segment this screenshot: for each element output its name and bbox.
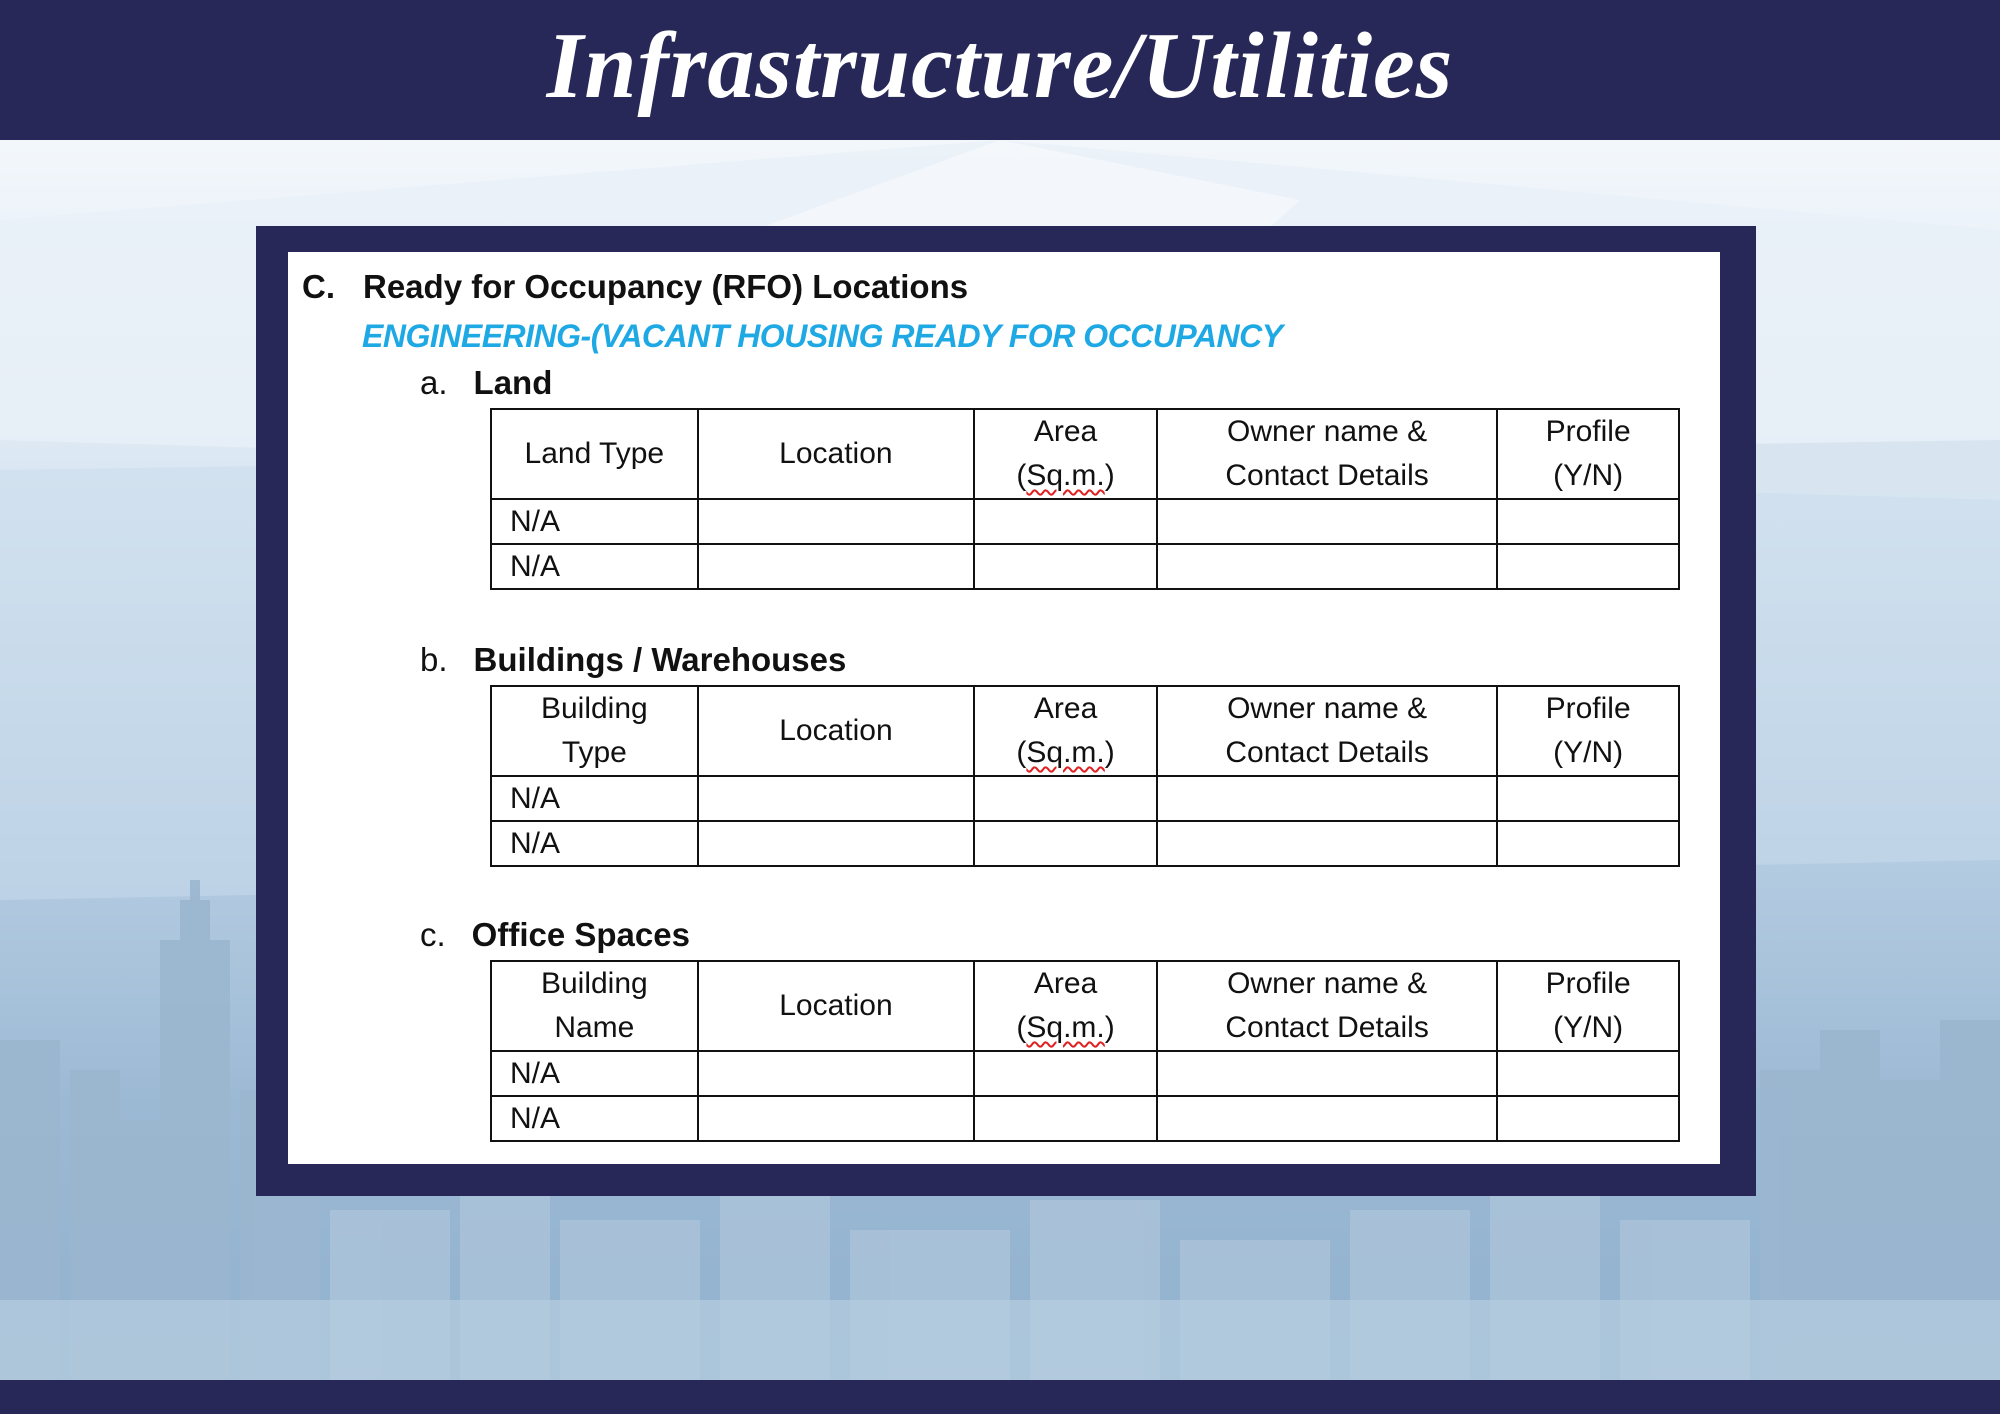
document-page [288, 252, 1720, 1164]
table-header-row [491, 961, 1679, 1051]
table-row [491, 821, 1679, 866]
table-cell [974, 1096, 1157, 1141]
table-cell [1157, 499, 1497, 544]
section-heading [302, 268, 968, 306]
table-cell [1497, 821, 1679, 866]
table-cell [1497, 1096, 1679, 1141]
header-area: Area (Sq.m.) [974, 686, 1157, 776]
header-profile: Profile (Y/N) [1497, 961, 1679, 1051]
table-cell [698, 499, 975, 544]
table-cell [698, 821, 975, 866]
subheading: ENGINEERING-(VACANT HOUSING READY FOR OCCUPANCY [362, 318, 1283, 354]
table-row [491, 776, 1679, 821]
land-table [490, 408, 1680, 590]
table-cell [1157, 776, 1497, 821]
section-title: Ready for Occupancy (RFO) Locations [363, 268, 969, 305]
sub-title: Land [473, 364, 553, 401]
table-cell [1497, 1051, 1679, 1096]
table-cell [974, 776, 1157, 821]
table-header-row [491, 409, 1679, 499]
sub-letter: b. [420, 641, 448, 678]
sub-title: Office Spaces [471, 916, 690, 953]
header-profile: Profile (Y/N) [1497, 409, 1679, 499]
table-cell: N/A [491, 776, 698, 821]
table-cell: N/A [491, 1096, 698, 1141]
table-cell [974, 821, 1157, 866]
table-cell: N/A [491, 499, 698, 544]
table-cell [1497, 544, 1679, 589]
header-area: Area (Sq.m.) [974, 409, 1157, 499]
table-cell [974, 499, 1157, 544]
table-row [491, 499, 1679, 544]
table-cell [698, 1051, 975, 1096]
table-cell [698, 544, 975, 589]
office-heading [420, 916, 690, 954]
table-cell [698, 776, 975, 821]
title-bar [0, 0, 2000, 140]
header-building-name: Building Name [491, 961, 698, 1051]
table-cell: N/A [491, 821, 698, 866]
office-table [490, 960, 1680, 1142]
table-header-row [491, 686, 1679, 776]
sub-letter: a. [420, 364, 448, 401]
table-cell [974, 1051, 1157, 1096]
header-location: Location [698, 409, 975, 499]
sub-title: Buildings / Warehouses [473, 641, 847, 678]
header-location: Location [698, 961, 975, 1051]
table-cell [1497, 776, 1679, 821]
header-owner: Owner name & Contact Details [1157, 409, 1497, 499]
header-land-type: Land Type [491, 409, 698, 499]
table-row [491, 1096, 1679, 1141]
header-owner: Owner name & Contact Details [1157, 961, 1497, 1051]
section-letter: C. [302, 268, 335, 305]
header-area: Area (Sq.m.) [974, 961, 1157, 1051]
buildings-heading [420, 641, 846, 679]
bottom-bar [0, 1380, 2000, 1414]
header-building-type: Building Type [491, 686, 698, 776]
table-cell [1157, 821, 1497, 866]
land-heading [420, 364, 552, 402]
table-cell [698, 1096, 975, 1141]
header-profile: Profile (Y/N) [1497, 686, 1679, 776]
table-row [491, 1051, 1679, 1096]
header-owner: Owner name & Contact Details [1157, 686, 1497, 776]
table-cell: N/A [491, 544, 698, 589]
table-cell: N/A [491, 1051, 698, 1096]
table-cell [974, 544, 1157, 589]
header-location: Location [698, 686, 975, 776]
table-cell [1157, 1096, 1497, 1141]
table-cell [1157, 544, 1497, 589]
buildings-table [490, 685, 1680, 867]
table-row [491, 544, 1679, 589]
slide-title: Infrastructure/Utilities [546, 14, 1454, 118]
table-cell [1497, 499, 1679, 544]
table-cell [1157, 1051, 1497, 1096]
sub-letter: c. [420, 916, 446, 953]
